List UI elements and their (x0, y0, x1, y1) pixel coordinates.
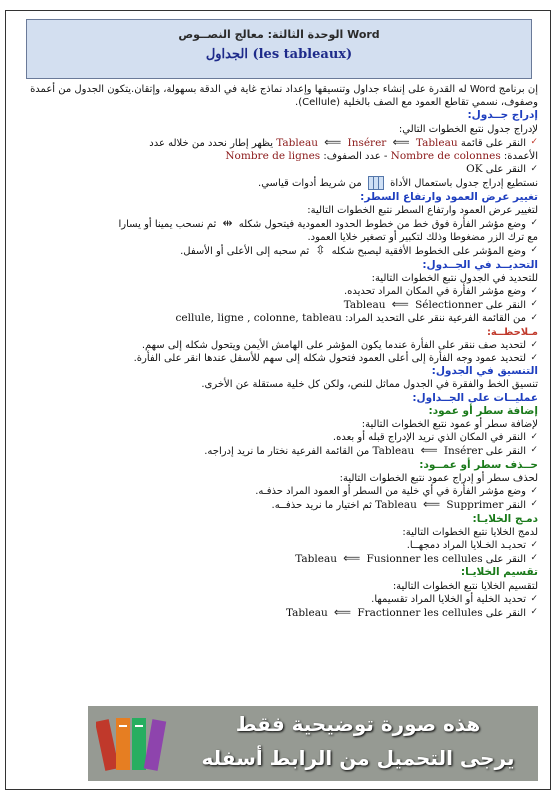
menu-selectionner: Sélectionner (415, 299, 483, 312)
menu-fractionner: Fractionner les cellules (357, 606, 483, 619)
resize-intro: لتغيير عرض العمود وارتفاع السطر نتبع الخطوات التالية: (307, 204, 538, 216)
resize-cursor-icon: ⇹ (222, 216, 233, 231)
ok-label: OK (466, 163, 483, 176)
select-step-1: ✓ وضع مؤشر الفأرة في المكان المراد تحديده. (18, 285, 538, 298)
resize-step-1-cont: مع ترك الزر مضغوطا وذلك لتكبير أو تصغير خلايا العمود. (307, 232, 538, 244)
unit-title: الوحدة الثالثة: معالج النصــوص Word (178, 28, 380, 41)
menu-fusionner: Fusionner les cellules (366, 553, 483, 566)
split-heading: تقسيم الخلايـا: (460, 566, 538, 579)
section-heading-resize: تغيير عرض العمود وارتفاع السطر: (360, 190, 538, 203)
document-body (18, 83, 538, 620)
merge-step-2: ✓ النقر على Tableau ⟸ Fusionner les cellules (18, 552, 538, 566)
delete-step-1: ✓ وضع مؤشر الفأرة في أي خلية من السطر أو العمود المراد حذفـه. (18, 485, 538, 498)
arrow-left-icon: ⟸ (391, 297, 409, 312)
text: النقر على قائمة (460, 137, 526, 149)
note-1: ✓ لتحديد صف ننقر على الفأرة عندما يكون المؤشر على الهامش الأيمن ويتحول شكله إلى سهم. (18, 339, 538, 352)
menu-tableau-7: Tableau (285, 606, 328, 619)
overlay-line-1: هذه صورة توضيحية فقط (235, 712, 481, 736)
insert-step-1 (18, 136, 538, 150)
select-step-2: ✓ النقر على Tableau ⟸ Sélectionner (18, 298, 538, 312)
document-page (5, 10, 551, 790)
menu-tableau-2: Tableau (415, 136, 458, 149)
menu-tableau: Tableau (276, 136, 318, 149)
merge-heading: دمـج الخلايـا: (472, 512, 538, 525)
insert-step-2: ✓ النقر على OK (18, 163, 538, 176)
split-step-2: ✓ النقر على Tableau ⟸ Fractionner les cellules (18, 606, 538, 620)
merge-intro: لدمج الخلايا نتبع الخطوات التالية: (402, 526, 538, 538)
merge-step-1: ✓ تحديـد الخـلايا المراد دمجهــا. (18, 539, 538, 552)
nb-lines: Nombre de lignes (225, 150, 321, 163)
split-step-1: ✓ تحديد الخلية أو الخلايا المراد تقسيمها. (18, 593, 538, 606)
toolbar-note: نستطيع إدراج جدول باستعمال الأداة من شريط أدوات قياسي. (258, 178, 538, 190)
arrow-left-icon: ⟸ (333, 604, 352, 619)
select-items: cellule, ligne , colonne, tableau (175, 312, 342, 325)
intro-paragraph: إن برنامج Word له القدرة على إنشاء جداول وتنسيقها وإعداد نماذج غاية في الدقة بسهولة، وإتقان.يتكون الجدول من أعمدة وصفوف، نسمي تقاطع العمود مع الصف بالخلية (Cellule). (30, 84, 538, 109)
resize-step-1: ✓ وضع مؤشر الفأرة فوق خط من خطوط الحدود العمودية فيتحول شكله ⇹ ثم نسحب يمينا أو يسارا (18, 217, 538, 231)
menu-tableau-5: Tableau (375, 499, 417, 512)
menu-tableau-4: Tableau (372, 445, 415, 458)
menu-inserer: Insérer (347, 136, 387, 149)
section-heading-select: التحديــد في الجــدول: (422, 258, 538, 271)
menu-inserer-2: Insérer (443, 445, 483, 458)
add-intro: لإضافة سطر أو عمود نتبع الخطوات التالية: (361, 419, 538, 431)
select-step-3: ✓ من القائمة الفرعية ننقر على التحديد المراد: cellule, ligne , colonne, tableau (18, 312, 538, 325)
nb-cols: Nombre de colonnes (390, 150, 501, 163)
section-heading-format: التنسيق في الجدول: (431, 365, 538, 378)
notes-heading: مـلاحظــة: (486, 326, 538, 338)
section-heading-insert: إدراج جــدول: (467, 109, 538, 122)
delete-heading: حــذف سطر أو عمــود: (419, 458, 538, 471)
header-box (26, 19, 532, 79)
preview-overlay-banner (88, 706, 538, 781)
vertical-resize-icon: ⇳ (315, 243, 326, 258)
text: يظهر إطار نحدد من خلاله عدد (149, 137, 274, 149)
delete-intro: لحذف سطر أو إدراج عمود نتبع الخطوات التالية: (339, 472, 538, 484)
note-2: ✓ لتحديد عمود وجه الفأرة إلى أعلى العمود فتحول شكله إلى سهم للأسفل عندها انقر على الفأرة. (18, 352, 538, 365)
insert-intro: لإدراج جدول نتبع الخطوات التالي: (398, 123, 538, 135)
add-step-1: ✓ النقر في المكان الذي نريد الإدراج قبله أو بعده. (18, 431, 538, 444)
section-heading-ops: عمليــات على الجــداول: (412, 391, 538, 404)
books-icon (96, 714, 176, 774)
overlay-line-2: يرجى التحميل من الرابط أسفله (201, 746, 515, 770)
insert-table-icon (368, 176, 384, 190)
format-text: تنسيق الخط والفقرة في الجدول مماثل للنص، ولكن كل خلية مستقلة عن الأخرى. (201, 379, 538, 391)
arrow-left-icon: ⟸ (392, 134, 410, 149)
lesson-title: الجداول (les tableaux) (205, 47, 353, 62)
arrow-left-icon: ⟸ (423, 497, 441, 512)
arrow-left-icon: ⟸ (420, 443, 438, 458)
delete-step-2: ✓ النقر Tableau ⟸ Supprimer ثم اختيار ما نريد حذفــه. (18, 498, 538, 512)
menu-tableau-6: Tableau (295, 553, 337, 566)
add-step-2: ✓ النقر على Tableau ⟸ Insérer من القائمة الفرعية نختار ما نريد إدراجه. (18, 444, 538, 458)
split-intro: لتقسيم الخلايا نتبع الخطوات التالية: (392, 580, 538, 592)
arrow-left-icon: ⟸ (343, 551, 361, 566)
resize-step-2: ✓ وضع المؤشر على الخطوط الأفقية ليصبح شكله ⇳ ثم سحبه إلى الأعلى أو الأسفل. (18, 244, 538, 258)
insert-step-1-cont: الأعمدة: Nombre de colonnes - عدد الصفوف: Nombre de lignes (225, 150, 538, 163)
arrow-left-icon: ⟸ (324, 134, 342, 149)
menu-supprimer: Supprimer (446, 499, 504, 512)
select-intro: للتحديد في الجدول نتبع الخطوات التالية: (371, 272, 538, 284)
menu-tableau-3: Tableau (343, 299, 386, 312)
add-heading: إضافة سطر أو عمود: (428, 404, 538, 417)
